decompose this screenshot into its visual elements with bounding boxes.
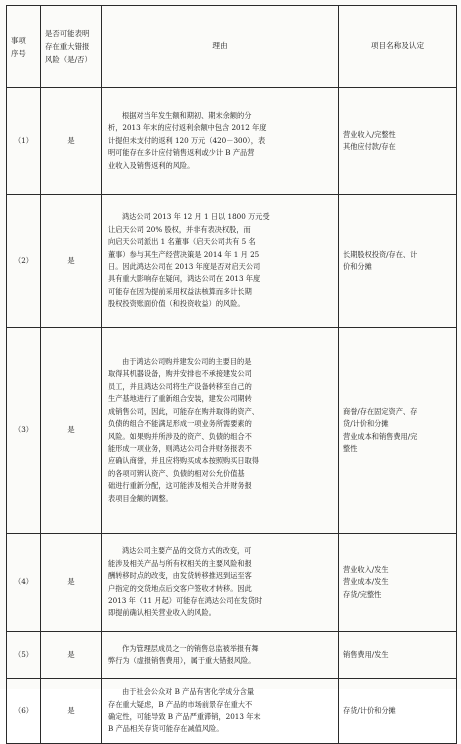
row-number: （5） [7, 632, 41, 679]
reason-line: 表项目金额的调整。 [108, 493, 173, 503]
reason-cell [102, 88, 339, 195]
table-row [7, 88, 457, 195]
audit-risk-table [6, 5, 457, 744]
reason-line: 成销售公司，因此，可能存在购并取得的资产、 [108, 406, 259, 416]
risk-answer: 是 [41, 88, 102, 195]
header-risk-line-2: 存在重大错报 [45, 42, 90, 51]
reason-line: 业收入及销售返利的风险。 [108, 160, 195, 170]
reason-line: 股权投资账面价值（和投资收益）的风险。 [108, 299, 245, 309]
reason-line: 负债的组合不能满足形成一项业务所需要素的 [108, 419, 252, 429]
reason-line: 日。因此鸿达公司在 2013 年度是否对启天公司 [108, 262, 261, 271]
item-assertion: 销售费用/发生 [343, 649, 389, 659]
risk-answer: 是 [41, 534, 102, 632]
reason-line: 可能存在因为提前采用权益法核算而多计长期 [108, 286, 252, 296]
reason-line: 即提前确认相关营业收入的风险。 [108, 608, 216, 618]
reason-line: 由于鸿达公司购并建发公司的主要目的是 [122, 357, 252, 367]
reason-cell [102, 632, 339, 679]
reason-line: 作为管理层成员之一的销售总监被举报有舞 [122, 643, 259, 653]
reason-line: 析，2013 年末的应付返利余额中包含 2012 年度 [108, 123, 267, 133]
row-number: （2） [7, 195, 41, 328]
reason-line: B 产品相关存货可能存在减值风险。 [108, 724, 224, 734]
item-assertion: 商誉/存在固定资产、存 [343, 406, 418, 416]
row-number: （4） [7, 534, 41, 632]
item-assertion-cell [339, 328, 457, 534]
header-no-line-2: 序号 [11, 48, 26, 58]
reason-line: 向启天公司派出 1 名董事（启天公司共有 5 名 [108, 237, 256, 247]
reason-line: 风险。如果购并所涉及的资产、负债的组合不 [108, 431, 252, 441]
reason-line: 能形成一项业务，则鸿达公司合并财务报表不 [108, 443, 252, 453]
reason-line: 鸿达公司主要产品的交货方式的改变，可 [122, 546, 252, 556]
table-row [7, 632, 457, 679]
item-assertion: 长期股权投资/存在、计 [343, 249, 418, 259]
header-no-line-1: 事项 [11, 35, 26, 45]
reason-line: 具有重大影响存在疑问，鸿达公司在 2013 年度 [108, 274, 261, 284]
reason-line: 员工，并且鸿达公司将生产设备转移至自己的 [108, 381, 252, 391]
reason-cell [102, 328, 339, 534]
reason-line: 确定性，可能导致 B 产品严重滞销，2013 年末 [108, 712, 261, 721]
item-assertion-cell [339, 632, 457, 679]
reason-line: 的各项可辨认资产、负债的相对公允价值基 [108, 468, 245, 478]
item-assertion: 其他应付款/存在 [343, 142, 396, 151]
header-risk-line-1: 是否可能表明 [45, 29, 90, 38]
risk-answer: 是 [41, 195, 102, 328]
item-assertion-cell [339, 679, 457, 744]
reason-cell [102, 679, 339, 744]
item-assertion-cell [339, 88, 457, 195]
reason-line: 根据对当年发生额和期初、期末余额的分 [122, 110, 252, 120]
reason-cell [102, 534, 339, 632]
item-assertion: 存货/完整性 [343, 589, 382, 599]
item-assertion: 整性 [343, 443, 358, 453]
reason-line: 弊行为（虚报销售费用），属于重大错报风险。 [108, 656, 256, 665]
reason-line: 存在重大疑虑，B 产品的市场前景存在重大不 [108, 699, 253, 709]
header-risk-line-3: 风险（是/否） [45, 55, 92, 64]
table-row [7, 679, 457, 744]
reason-line: 明可能存在多计应付销售返利或少计 B 产品营 [108, 148, 255, 158]
reason-line: 应确认商誉，并且应将购买成本按照购买日取得 [108, 456, 259, 466]
item-assertion: 存货/计价和分摊 [343, 705, 396, 715]
reason-line: 鸿达公司 2013 年 12 月 1 日以 1800 万元受 [122, 212, 270, 222]
reason-line: 2013 年（11 月起）可能存在鸿达公司在发货时 [108, 595, 263, 605]
item-assertion: 营业成本/发生 [343, 577, 389, 587]
table-row [7, 534, 457, 632]
row-number: （6） [7, 679, 41, 744]
reason-cell [102, 195, 339, 328]
item-assertion: 营业收入/完整性 [343, 129, 396, 139]
item-assertion: 营业收入/发生 [343, 564, 389, 574]
item-assertion: 货/计价和分摊 [343, 419, 389, 429]
item-assertion: 价和分摊 [343, 262, 372, 271]
table-row [7, 195, 457, 328]
row-number: （3） [7, 328, 41, 534]
reason-line: 能涉及相关产品与所有权相关的主要风险和报 [108, 558, 252, 568]
reason-line: 础进行重新分配，这可能涉及相关合并财务报 [108, 481, 252, 491]
reason-line: 董事）参与其生产经营决策是 2014 年 1 月 25 [108, 249, 260, 259]
table-header-row [7, 6, 457, 88]
reason-line: 生产基地进行了重新组合安装，建发公司期转 [108, 394, 252, 404]
risk-answer: 是 [41, 679, 102, 744]
reason-line: 让启天公司 20% 股权，并非有表决权股，而 [108, 224, 251, 234]
risk-answer: 是 [41, 328, 102, 534]
reason-line: 计提但未支付的返利 120 万元（420－300），表 [108, 135, 266, 145]
reason-line: 由于社会公众对 B 产品有害化学成分含量 [122, 687, 255, 697]
header-item-number [7, 6, 41, 88]
risk-answer: 是 [41, 632, 102, 679]
table-row [7, 328, 457, 534]
reason-line: 户指定的交货地点后交客户签收才转移。因此 [108, 583, 252, 593]
reason-line: 酬转移时点的改变，由发货转移推迟到运至客 [108, 571, 252, 581]
item-assertion-cell [339, 534, 457, 632]
item-assertion-cell [339, 195, 457, 328]
reason-line: 取得其机器设备，购并安排也不承接建发公司 [108, 369, 252, 379]
header-reason: 理由 [102, 6, 339, 88]
row-number: （1） [7, 88, 41, 195]
header-item-assertion: 项目名称及认定 [339, 6, 457, 88]
item-assertion: 营业成本和销售费用/完 [343, 431, 418, 441]
header-material-risk [41, 6, 102, 88]
